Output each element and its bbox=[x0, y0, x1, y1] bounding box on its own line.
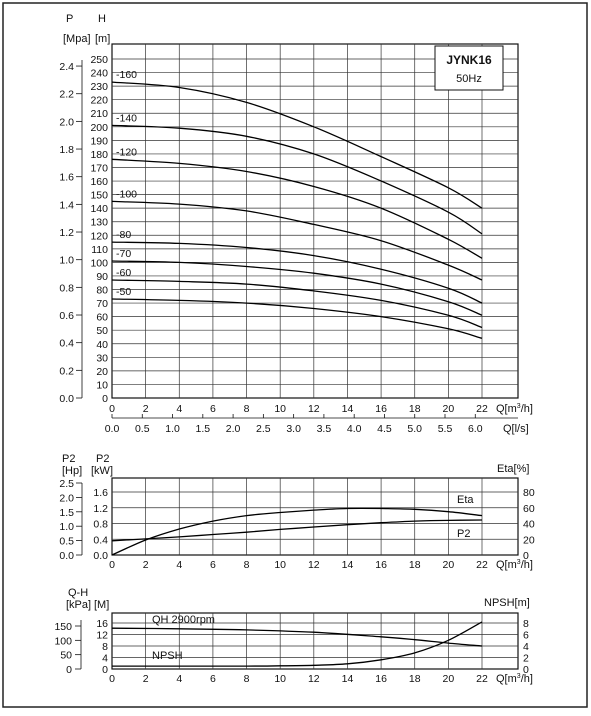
h-tick-label: 110 bbox=[91, 243, 108, 256]
npsh-x-tick-label: 16 bbox=[375, 673, 387, 685]
h-tick-label: 190 bbox=[90, 135, 108, 148]
eta-tick-label: 60 bbox=[523, 502, 535, 515]
npsh-x-tick-label: 20 bbox=[442, 673, 455, 685]
head-curve-label: -70 bbox=[116, 248, 132, 261]
npsh-tick-label: 4 bbox=[523, 641, 529, 653]
p2-series-label: P2 bbox=[457, 528, 471, 540]
ls-tick-label: 0.0 bbox=[104, 423, 120, 435]
p-tick-label: 2.2 bbox=[59, 88, 74, 101]
power-chart bbox=[59, 453, 534, 571]
eta-tick-label: 80 bbox=[523, 487, 535, 499]
x-tick-label-m3h: 20 bbox=[442, 403, 455, 415]
m-tick-label: 0 bbox=[102, 664, 108, 676]
ls-tick-label: 2.5 bbox=[256, 423, 271, 435]
qh-annotation: QH 2900rpm bbox=[152, 614, 215, 626]
h-tick-label: 80 bbox=[96, 284, 108, 297]
p2-kw-label: P2 bbox=[96, 453, 110, 465]
p-tick-label: 1.6 bbox=[59, 171, 74, 184]
head-curves bbox=[112, 69, 482, 338]
p-tick-label: 2.4 bbox=[59, 61, 74, 74]
h-tick-label: 210 bbox=[90, 108, 108, 121]
h-tick-label: 20 bbox=[96, 365, 108, 378]
x-tick-label-m3h: 0 bbox=[109, 403, 115, 415]
m-tick-label: 12 bbox=[96, 629, 108, 642]
power-curves bbox=[112, 508, 482, 555]
eta-tick-label: 0 bbox=[523, 550, 529, 562]
x-tick-label-m3h: 12 bbox=[307, 403, 320, 415]
npsh-x-tick-label: 2 bbox=[142, 673, 149, 685]
power-x-tick-label: 14 bbox=[341, 559, 354, 571]
h-tick-label: 40 bbox=[96, 338, 108, 351]
ls-tick-label: 3.5 bbox=[316, 423, 332, 435]
m-tick-label: 16 bbox=[96, 618, 108, 630]
hp-tick-label: 0.5 bbox=[59, 535, 74, 548]
model-title-box bbox=[435, 46, 503, 90]
power-x-tick-label: 12 bbox=[307, 559, 320, 571]
ls-tick-label: 5.0 bbox=[407, 423, 423, 435]
h-tick-label: 0 bbox=[102, 393, 108, 405]
x-tick-label-m3h: 18 bbox=[408, 403, 421, 415]
h-axis-unit: [m] bbox=[95, 33, 111, 45]
h-tick-label: 220 bbox=[90, 94, 108, 107]
h-tick-label: 150 bbox=[90, 189, 108, 202]
npsh-x-tick-label: 18 bbox=[408, 673, 421, 685]
h-tick-label: 70 bbox=[96, 298, 108, 311]
npsh-x-tick-label: 8 bbox=[243, 673, 250, 685]
h-tick-label: 130 bbox=[90, 216, 108, 229]
p-tick-label: 1.8 bbox=[59, 144, 74, 157]
npsh-chart bbox=[54, 587, 532, 685]
kw-tick-label: 1.6 bbox=[93, 487, 108, 499]
power-x-axis-label: $Q[m^3/h]$ bbox=[496, 559, 533, 571]
power-x-tick-label: 16 bbox=[375, 559, 387, 571]
npsh-x-axis-label: $Q[m^3/h]$ bbox=[496, 673, 533, 685]
model-name: JYNK16 bbox=[446, 53, 492, 67]
head-curve-label: -140 bbox=[116, 112, 138, 125]
head-chart bbox=[59, 13, 533, 435]
m-axis-unit: [M] bbox=[94, 599, 110, 611]
hp-tick-label: 2.5 bbox=[59, 478, 74, 490]
head-curve bbox=[112, 125, 482, 233]
kpa-tick-label: 150 bbox=[54, 621, 72, 633]
h-tick-label: 180 bbox=[90, 148, 108, 161]
p2-kw-unit: [kW] bbox=[91, 465, 113, 477]
h-tick-label: 120 bbox=[90, 230, 108, 243]
h-tick-label: 240 bbox=[90, 67, 108, 80]
power-x-tick-label: 0 bbox=[109, 559, 115, 571]
eta-tick-label: 20 bbox=[523, 534, 535, 547]
head-curve-label: -50 bbox=[116, 286, 132, 299]
p2-hp-label: P2 bbox=[62, 453, 76, 465]
kpa-tick-label: 0 bbox=[66, 664, 72, 676]
hp-tick-label: 0.0 bbox=[59, 550, 74, 562]
kw-tick-label: 0.8 bbox=[93, 518, 108, 531]
m-tick-label: 4 bbox=[102, 652, 108, 665]
qh-axis-label: Q-H bbox=[68, 587, 89, 599]
hp-tick-label: 2.0 bbox=[59, 492, 74, 505]
p-tick-label: 1.4 bbox=[59, 199, 74, 212]
npsh-tick-label: 6 bbox=[523, 629, 529, 642]
ls-tick-label: 6.0 bbox=[467, 423, 483, 435]
p-tick-label: 0.6 bbox=[59, 310, 74, 323]
kpa-tick-label: 100 bbox=[54, 635, 72, 648]
head-curve bbox=[112, 280, 482, 328]
npsh-tick-label: 8 bbox=[523, 618, 529, 630]
npsh-x-tick-label: 22 bbox=[476, 673, 488, 685]
x-axis-label-ls: Q[l/s] bbox=[503, 423, 529, 435]
h-tick-label: 10 bbox=[96, 379, 108, 392]
p-tick-label: 0.4 bbox=[59, 337, 74, 350]
h-tick-label: 230 bbox=[90, 81, 108, 94]
ls-tick-label: 1.0 bbox=[165, 423, 180, 435]
head-curve-label: -160 bbox=[116, 69, 138, 82]
npsh-axis-label: NPSH[m] bbox=[484, 597, 530, 609]
p-axis-unit: [Mpa] bbox=[63, 33, 91, 45]
x-tick-label-m3h: 16 bbox=[375, 403, 387, 415]
eta-curve bbox=[112, 508, 482, 555]
h-tick-label: 60 bbox=[96, 311, 108, 324]
h-tick-label: 160 bbox=[90, 176, 108, 189]
ls-tick-label: 1.5 bbox=[195, 423, 211, 435]
ls-tick-label: 0.5 bbox=[134, 423, 150, 435]
p-tick-label: 0.2 bbox=[59, 365, 74, 378]
ls-tick-label: 5.5 bbox=[437, 423, 453, 435]
ls-tick-label: 2.0 bbox=[225, 423, 241, 435]
p-axis-label: P bbox=[66, 13, 74, 25]
ls-tick-label: 4.0 bbox=[346, 423, 362, 435]
ls-tick-label: 4.5 bbox=[377, 423, 392, 435]
head-grid bbox=[112, 44, 518, 398]
head-curve-label: -80 bbox=[116, 229, 132, 242]
head-axes bbox=[59, 54, 518, 435]
head-plot-frame bbox=[112, 44, 518, 398]
kpa-axis-unit: [kPa] bbox=[66, 599, 92, 611]
npsh-x-tick-label: 14 bbox=[341, 673, 354, 685]
power-x-tick-label: 2 bbox=[142, 559, 149, 571]
qh-curve bbox=[112, 628, 482, 646]
power-grid bbox=[112, 478, 518, 555]
h-axis-label: H bbox=[98, 13, 106, 25]
eta-axis-label: Eta[%] bbox=[497, 463, 530, 475]
npsh-tick-label: 0 bbox=[523, 664, 529, 676]
npsh-x-tick-label: 6 bbox=[209, 673, 216, 685]
power-x-tick-label: 6 bbox=[209, 559, 216, 571]
kw-tick-label: 0.0 bbox=[93, 550, 108, 562]
model-frequency: 50Hz bbox=[456, 73, 482, 85]
h-tick-label: 170 bbox=[90, 162, 108, 175]
head-curve-label: -60 bbox=[116, 267, 132, 280]
x-tick-label-m3h: 2 bbox=[142, 403, 149, 415]
power-x-tick-label: 22 bbox=[476, 559, 488, 571]
h-tick-label: 200 bbox=[90, 121, 108, 134]
power-plot-frame bbox=[112, 478, 518, 555]
power-x-tick-label: 4 bbox=[176, 559, 183, 571]
h-tick-label: 90 bbox=[96, 270, 108, 283]
h-tick-label: 140 bbox=[90, 203, 108, 216]
p-tick-label: 2.0 bbox=[59, 116, 74, 129]
npsh-x-tick-label: 4 bbox=[176, 673, 183, 685]
power-x-tick-label: 8 bbox=[243, 559, 250, 571]
npsh-annotation: NPSH bbox=[152, 650, 183, 662]
h-tick-label: 50 bbox=[96, 325, 108, 338]
p-tick-label: 0.8 bbox=[59, 282, 74, 295]
npsh-x-tick-label: 12 bbox=[307, 673, 320, 685]
kw-tick-label: 1.2 bbox=[93, 502, 108, 515]
head-curve bbox=[112, 82, 482, 208]
m-tick-label: 8 bbox=[102, 641, 108, 653]
power-x-tick-label: 20 bbox=[442, 559, 455, 571]
head-curve bbox=[112, 299, 482, 338]
kpa-tick-label: 50 bbox=[60, 649, 72, 662]
npsh-x-tick-label: 10 bbox=[274, 673, 287, 685]
hp-tick-label: 1.5 bbox=[59, 506, 74, 519]
head-curve bbox=[112, 242, 482, 303]
x-tick-label-m3h: 6 bbox=[209, 403, 216, 415]
kw-tick-label: 0.4 bbox=[93, 534, 108, 547]
x-tick-label-m3h: 4 bbox=[176, 403, 183, 415]
head-curve-label: -120 bbox=[116, 146, 138, 159]
head-curve bbox=[112, 201, 482, 280]
p2-curve bbox=[112, 520, 482, 541]
eta-tick-label: 40 bbox=[523, 518, 535, 531]
head-curve-label: -100 bbox=[116, 188, 138, 201]
npsh-tick-label: 2 bbox=[523, 652, 529, 665]
ls-tick-label: 3.0 bbox=[286, 423, 301, 435]
npsh-x-tick-label: 0 bbox=[109, 673, 115, 685]
eta-series-label: Eta bbox=[457, 494, 474, 506]
hp-tick-label: 1.0 bbox=[59, 521, 74, 534]
p-tick-label: 1.0 bbox=[59, 254, 74, 267]
x-tick-label-m3h: 10 bbox=[274, 403, 287, 415]
h-tick-label: 100 bbox=[90, 257, 108, 270]
x-axis-label-m3h: $Q[m^3/h]$ bbox=[496, 403, 533, 415]
power-x-tick-label: 18 bbox=[408, 559, 421, 571]
h-tick-label: 30 bbox=[96, 352, 108, 365]
x-tick-label-m3h: 22 bbox=[476, 403, 488, 415]
x-tick-label-m3h: 8 bbox=[243, 403, 250, 415]
power-x-tick-label: 10 bbox=[274, 559, 287, 571]
x-tick-label-m3h: 14 bbox=[341, 403, 354, 415]
p-tick-label: 0.0 bbox=[59, 393, 74, 405]
p-tick-label: 1.2 bbox=[59, 227, 74, 240]
h-tick-label: 250 bbox=[90, 54, 108, 66]
p2-hp-unit: [Hp] bbox=[62, 465, 83, 477]
